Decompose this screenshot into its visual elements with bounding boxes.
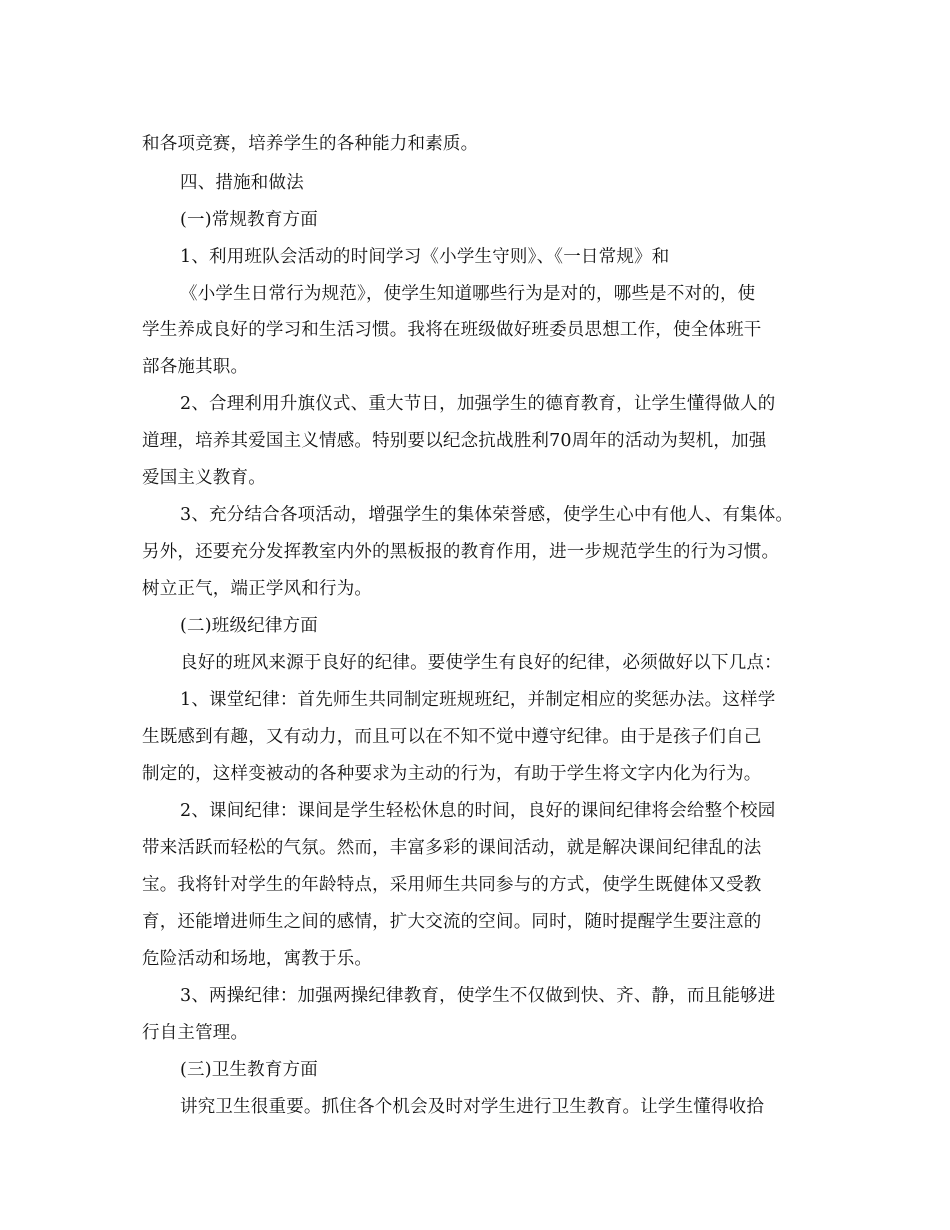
text-line: 行自主管理。 xyxy=(142,1023,249,1043)
text-line: 宝。我将针对学生的年龄特点，采用师生共同参与的方式，使学生既健体又受教 xyxy=(142,875,762,895)
text-line: 2、课间纪律：课间是学生轻松休息的时间，良好的课间纪律将会给整个校园 xyxy=(180,801,776,821)
text-line: 带来活跃而轻松的气氛。然而，丰富多彩的课间活动，就是解决课间纪律乱的法 xyxy=(142,838,762,858)
text-line: 和各项竞赛，培养学生的各种能力和素质。 xyxy=(142,134,479,154)
text-line: 学生养成良好的学习和生活习惯。我将在班级做好班委员思想工作，使全体班干 xyxy=(142,320,762,340)
text-line: 危险活动和场地，寓教于乐。 xyxy=(142,949,373,969)
text-line: 《小学生日常行为规范》，使学生知道哪些行为是对的，哪些是不对的，使 xyxy=(180,284,756,304)
text-line: 制定的，这样变被动的各种要求为主动的行为，有助于学生将文字内化为行为。 xyxy=(142,764,762,784)
text-line: 2、合理利用升旗仪式、重大节日，加强学生的德育教育，让学生懂得做人的 xyxy=(180,394,776,414)
text-line: 爱国主义教育。 xyxy=(142,468,266,488)
subsection-heading: (一)常规教育方面 xyxy=(180,210,318,230)
subsection-heading: (三)卫生教育方面 xyxy=(180,1060,318,1080)
text-line: 1、利用班队会活动的时间学习《小学生守则》、《一日常规》和 xyxy=(180,247,670,267)
text-line: 3、两操纪律：加强两操纪律教育，使学生不仅做到快、齐、静，而且能够进 xyxy=(180,986,776,1006)
text-line: 生既感到有趣，又有动力，而且可以在不知不觉中遵守纪律。由于是孩子们自己 xyxy=(142,727,762,747)
text-line: 部各施其职。 xyxy=(142,357,249,377)
text-line: 育，还能增进师生之间的感情，扩大交流的空间。同时，随时提醒学生要注意的 xyxy=(142,912,762,932)
text-line: 讲究卫生很重要。抓住各个机会及时对学生进行卫生教育。让学生懂得收拾 xyxy=(180,1097,765,1117)
text-line: 另外，还要充分发挥教室内外的黑板报的教育作用，进一步规范学生的行为习惯。 xyxy=(142,542,780,562)
section-heading: 四、措施和做法 xyxy=(180,173,304,193)
text-line: 道理，培养其爱国主义情感。特别要以纪念抗战胜利70周年的活动为契机，加强 xyxy=(142,431,767,451)
text-line: 良好的班风来源于良好的纪律。要使学生有良好的纪律，必须做好以下几点： xyxy=(180,653,782,673)
text-line: 3、充分结合各项活动，增强学生的集体荣誉感，使学生心中有他人、有集体。 xyxy=(180,505,794,525)
text-line: 树立正气，端正学风和行为。 xyxy=(142,579,373,599)
text-line: 1、课堂纪律：首先师生共同制定班规班纪，并制定相应的奖惩办法。这样学 xyxy=(180,690,776,710)
subsection-heading: (二)班级纪律方面 xyxy=(180,616,318,636)
